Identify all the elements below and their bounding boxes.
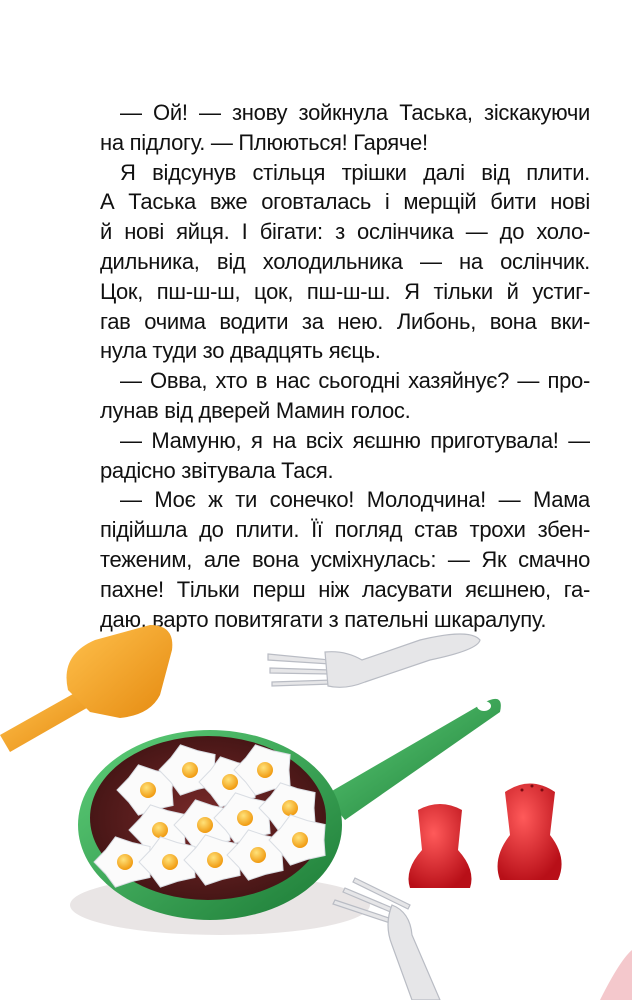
text-line: на підлогу. — Плюються! Гаряче! bbox=[100, 129, 428, 155]
text-line: лунав від дверей Мамин голос. bbox=[100, 397, 411, 423]
text-line: пахне! Тільки перш ніж ласувати яєшнею, га- bbox=[100, 576, 590, 602]
text-line: дильника, від холодильника — на ослінчик. bbox=[100, 248, 590, 274]
text-line: теженим, але вона усміхнулась: — Як смачно bbox=[100, 546, 590, 572]
salt-shaker-left bbox=[409, 804, 472, 888]
text-line: даю, варто повитягати з пательні шкаралупу. bbox=[100, 606, 547, 632]
text-line: й нові яйця. І бігати: з ослінчика — до холо- bbox=[100, 219, 590, 245]
text-line: Я відсунув стільця трішки далі від плити. bbox=[120, 159, 590, 185]
text-line: — Овва, хто в нас сьогодні хазяйнує? — про- bbox=[120, 368, 590, 394]
text-line: нула туди зо двадцять яєць. bbox=[100, 338, 381, 364]
text-line: — Ой! — знову зойкнула Таська, зіскакуючи bbox=[120, 100, 590, 125]
fork-icon bbox=[268, 634, 480, 687]
text-line: Цок, пш-ш-ш, цок, пш-ш-ш. Я тільки й устиг- bbox=[100, 278, 590, 304]
salt-shaker-right bbox=[498, 784, 562, 881]
frying-pan-illustration bbox=[0, 600, 632, 1000]
spatula-icon bbox=[0, 625, 172, 752]
text-line: гав очима водити за нею. Либонь, вона вки- bbox=[100, 308, 590, 334]
text-line: А Таська вже оговталась і мерщій бити нові bbox=[100, 189, 590, 215]
text-line: — Мамуню, я на всіх яєшню приготувала! — bbox=[120, 427, 590, 453]
text-line: підійшла до плити. Її погляд став трохи збен- bbox=[100, 517, 590, 543]
story-text bbox=[100, 98, 590, 634]
corner-decoration bbox=[600, 950, 632, 1000]
text-line: — Моє ж ти сонечко! Молодчина! — Мама bbox=[120, 487, 590, 513]
pan-handle bbox=[325, 699, 501, 820]
text-line: радісно звітувала Тася. bbox=[100, 457, 334, 483]
